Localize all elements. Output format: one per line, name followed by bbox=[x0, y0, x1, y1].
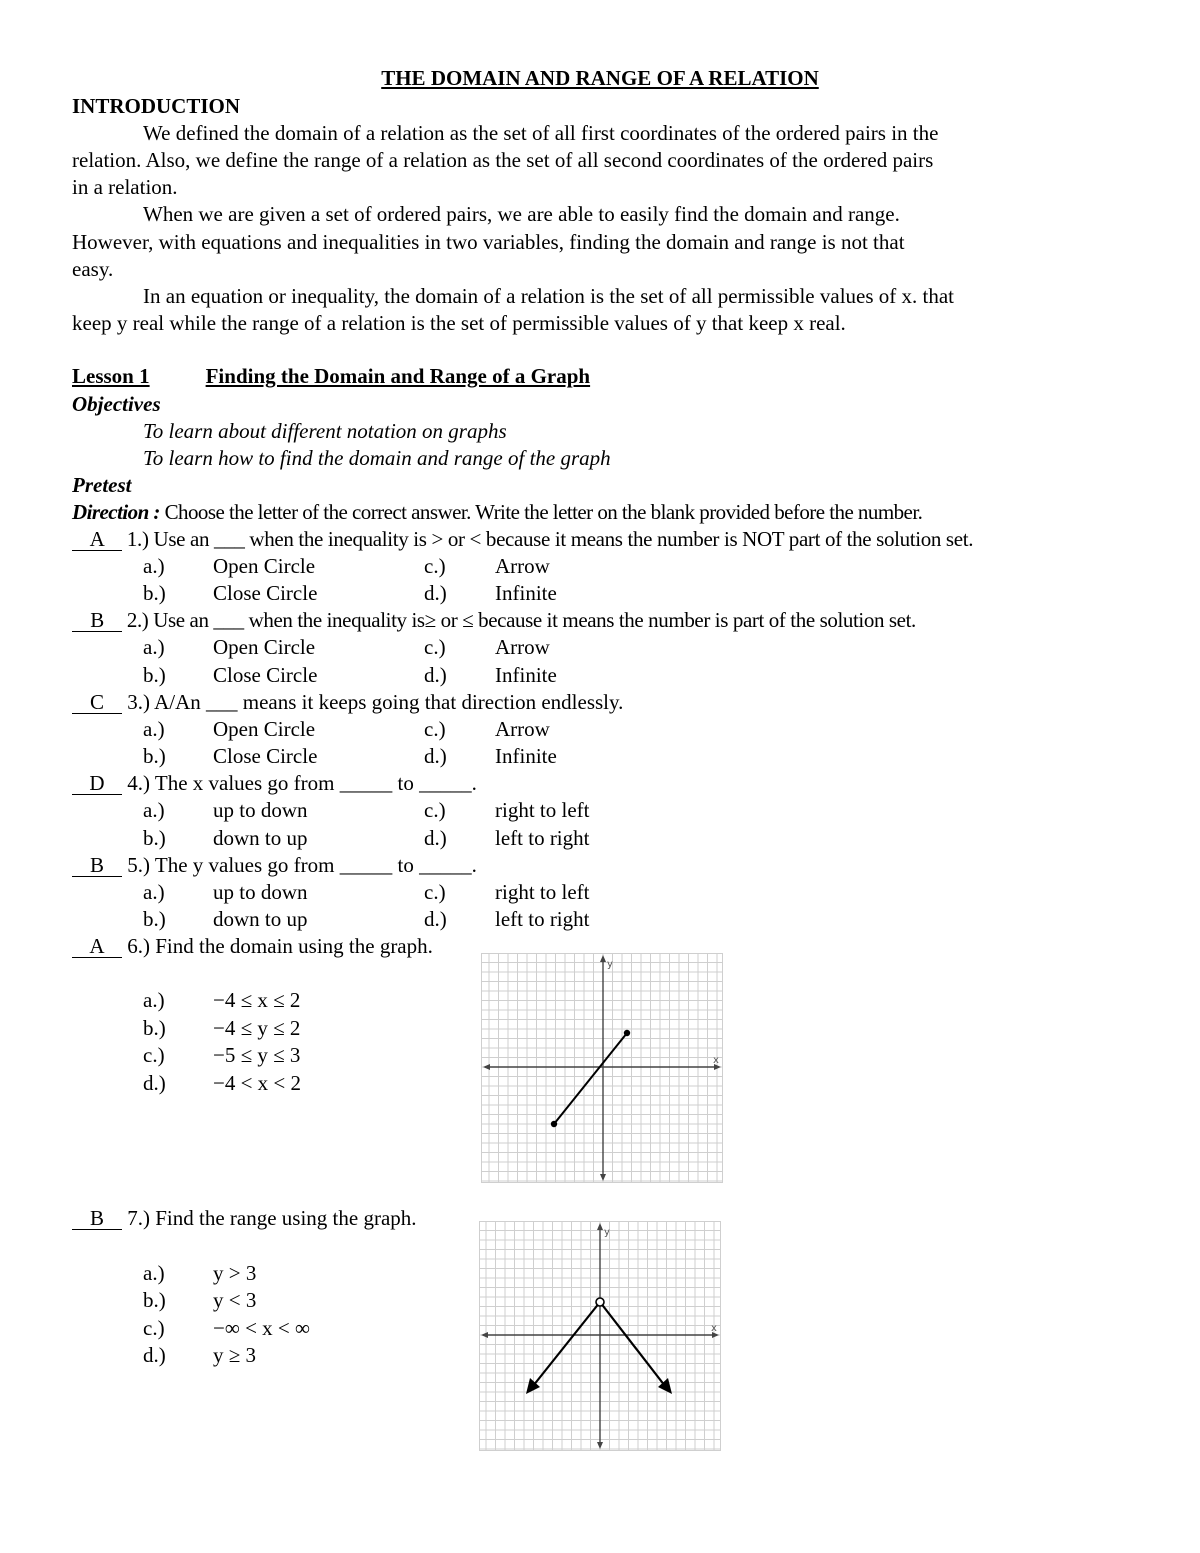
q5-letter-c: c.) bbox=[424, 880, 446, 904]
open-circle-vertex bbox=[596, 1298, 604, 1306]
q7-letter-b: b.) bbox=[143, 1288, 166, 1312]
y-axis-arrow-up bbox=[600, 955, 606, 962]
q5-option-d: left to right bbox=[495, 907, 590, 931]
direction-line bbox=[72, 499, 922, 526]
graph-domain-svg bbox=[481, 953, 723, 1183]
q2-letter-b: b.) bbox=[143, 663, 166, 687]
q4-option-b: down to up bbox=[213, 826, 308, 850]
intro-p2-line2: However, with equations and inequalities in two variables, finding the domain and range is not that bbox=[72, 230, 905, 254]
lesson-number: Lesson 1 bbox=[72, 364, 150, 388]
intro-p1-line1: We defined the domain of a relation as the set of all first coordinates of the ordered pairs in the bbox=[143, 121, 939, 145]
answer-blank-6[interactable]: A bbox=[72, 935, 122, 958]
q4-option-a: up to down bbox=[213, 798, 308, 822]
q6-option-b: −4 ≤ y ≤ 2 bbox=[213, 1016, 301, 1040]
q2-letter-c: c.) bbox=[424, 635, 446, 659]
page-title: THE DOMAIN AND RANGE OF A RELATION bbox=[381, 66, 819, 90]
answer-blank-5[interactable]: B bbox=[72, 854, 122, 877]
answer-blank-1[interactable]: A bbox=[72, 528, 122, 551]
q5-letter-b: b.) bbox=[143, 907, 166, 931]
question-text-4: 4.) The x values go from _____ to _____. bbox=[127, 771, 477, 795]
objective-1: To learn about different notation on graphs bbox=[143, 419, 507, 443]
intro-heading: INTRODUCTION bbox=[72, 94, 241, 118]
answer-blank-2[interactable]: B bbox=[72, 609, 122, 632]
intro-p3-line2: keep y real while the range of a relation is the set of permissible values of y that keep x real. bbox=[72, 311, 846, 335]
y-axis-label: y bbox=[604, 1227, 610, 1238]
q6-option-a: −4 ≤ x ≤ 2 bbox=[213, 988, 301, 1012]
intro-p3-line1: In an equation or inequality, the domain of a relation is the set of all permissible values of x. that bbox=[143, 284, 955, 308]
question-text-6: 6.) Find the domain using the graph. bbox=[127, 934, 433, 958]
q4-letter-a: a.) bbox=[143, 798, 165, 822]
q6-letter-c: c.) bbox=[143, 1043, 165, 1067]
question-2 bbox=[72, 607, 916, 634]
q7-letter-d: d.) bbox=[143, 1343, 166, 1367]
intro-p2-line3: easy. bbox=[72, 257, 114, 281]
q1-letter-b: b.) bbox=[143, 581, 166, 605]
question-text-3: 3.) A/An ___ means it keeps going that direction endlessly. bbox=[127, 690, 624, 714]
graph-range-svg bbox=[479, 1221, 721, 1451]
question-3 bbox=[72, 689, 623, 716]
q5-option-a: up to down bbox=[213, 880, 308, 904]
graph-range bbox=[479, 1221, 721, 1451]
question-5 bbox=[72, 852, 477, 879]
q6-letter-a: a.) bbox=[143, 988, 165, 1012]
q6-letter-b: b.) bbox=[143, 1016, 166, 1040]
graph-domain bbox=[481, 953, 723, 1183]
q7-option-c: −∞ < x < ∞ bbox=[213, 1316, 310, 1340]
q3-letter-c: c.) bbox=[424, 717, 446, 741]
q6-letter-d: d.) bbox=[143, 1071, 166, 1095]
q4-letter-b: b.) bbox=[143, 826, 166, 850]
q2-option-b: Close Circle bbox=[213, 663, 318, 687]
q1-letter-d: d.) bbox=[424, 581, 447, 605]
q3-option-b: Close Circle bbox=[213, 744, 318, 768]
objectives-label: Objectives bbox=[72, 392, 161, 416]
q3-letter-d: d.) bbox=[424, 744, 447, 768]
y-axis-arrow-down bbox=[600, 1174, 606, 1181]
q1-option-b: Close Circle bbox=[213, 581, 318, 605]
question-7 bbox=[72, 1205, 417, 1232]
y-axis-arrow-down bbox=[597, 1442, 603, 1449]
q5-letter-a: a.) bbox=[143, 880, 165, 904]
q3-letter-b: b.) bbox=[143, 744, 166, 768]
lesson-heading bbox=[72, 363, 644, 390]
question-text-1: 1.) Use an ___ when the inequality is > or < because it means the number is NOT part of the solution set. bbox=[126, 527, 974, 551]
direction-text: Choose the letter of the correct answer. Write the letter on the blank provided before the number. bbox=[164, 500, 923, 524]
q3-letter-a: a.) bbox=[143, 717, 165, 741]
closed-endpoint-right bbox=[624, 1030, 630, 1036]
lesson-title: Finding the Domain and Range of a Graph bbox=[205, 364, 591, 388]
q5-option-b: down to up bbox=[213, 907, 308, 931]
q1-option-c: Arrow bbox=[495, 554, 550, 578]
question-text-5: 5.) The y values go from _____ to _____. bbox=[127, 853, 477, 877]
q4-option-c: right to left bbox=[495, 798, 590, 822]
q7-option-d: y ≥ 3 bbox=[213, 1343, 257, 1367]
q3-option-a: Open Circle bbox=[213, 717, 316, 741]
q7-letter-a: a.) bbox=[143, 1261, 165, 1285]
answer-blank-4[interactable]: D bbox=[72, 772, 122, 795]
q6-option-c: −5 ≤ y ≤ 3 bbox=[213, 1043, 301, 1067]
x-axis-arrow-left bbox=[481, 1332, 488, 1338]
question-6 bbox=[72, 933, 433, 960]
question-1 bbox=[72, 526, 973, 553]
q7-option-a: y > 3 bbox=[213, 1261, 257, 1285]
q4-letter-d: d.) bbox=[424, 826, 447, 850]
direction-label: Direction : bbox=[72, 500, 160, 524]
intro-p1-line2: relation. Also, we define the range of a relation as the set of all second coordinates of the ordered pairs bbox=[72, 148, 934, 172]
q2-letter-d: d.) bbox=[424, 663, 447, 687]
q2-option-a: Open Circle bbox=[213, 635, 316, 659]
q7-option-b: y < 3 bbox=[213, 1288, 257, 1312]
y-axis-label: y bbox=[607, 959, 613, 970]
q5-option-c: right to left bbox=[495, 880, 590, 904]
q4-letter-c: c.) bbox=[424, 798, 446, 822]
q7-letter-c: c.) bbox=[143, 1316, 165, 1340]
x-axis-label: x bbox=[711, 1323, 717, 1334]
intro-p2-line1: When we are given a set of ordered pairs, we are able to easily find the domain and range. bbox=[143, 202, 900, 226]
q1-option-d: Infinite bbox=[495, 581, 557, 605]
q5-letter-d: d.) bbox=[424, 907, 447, 931]
x-axis-label: x bbox=[713, 1055, 719, 1066]
q2-letter-a: a.) bbox=[143, 635, 165, 659]
q1-option-a: Open Circle bbox=[213, 554, 316, 578]
q3-option-d: Infinite bbox=[495, 744, 557, 768]
y-axis-arrow-up bbox=[597, 1223, 603, 1230]
objective-2: To learn how to find the domain and range of the graph bbox=[143, 446, 611, 470]
question-text-7: 7.) Find the range using the graph. bbox=[127, 1206, 417, 1230]
question-text-2: 2.) Use an ___ when the inequality is≥ or ≤ because it means the number is part of the solution set. bbox=[126, 608, 916, 632]
q3-option-c: Arrow bbox=[495, 717, 550, 741]
q1-letter-a: a.) bbox=[143, 554, 165, 578]
q2-option-d: Infinite bbox=[495, 663, 557, 687]
q4-option-d: left to right bbox=[495, 826, 590, 850]
q2-option-c: Arrow bbox=[495, 635, 550, 659]
question-4 bbox=[72, 770, 477, 797]
answer-blank-7[interactable]: B bbox=[72, 1207, 122, 1230]
pretest-label: Pretest bbox=[72, 473, 132, 497]
intro-p1-line3: in a relation. bbox=[72, 175, 178, 199]
q1-letter-c: c.) bbox=[424, 554, 446, 578]
closed-endpoint-left bbox=[551, 1121, 557, 1127]
x-axis-arrow-left bbox=[483, 1064, 490, 1070]
answer-blank-3[interactable]: C bbox=[72, 691, 122, 714]
q6-option-d: −4 < x < 2 bbox=[213, 1071, 302, 1095]
